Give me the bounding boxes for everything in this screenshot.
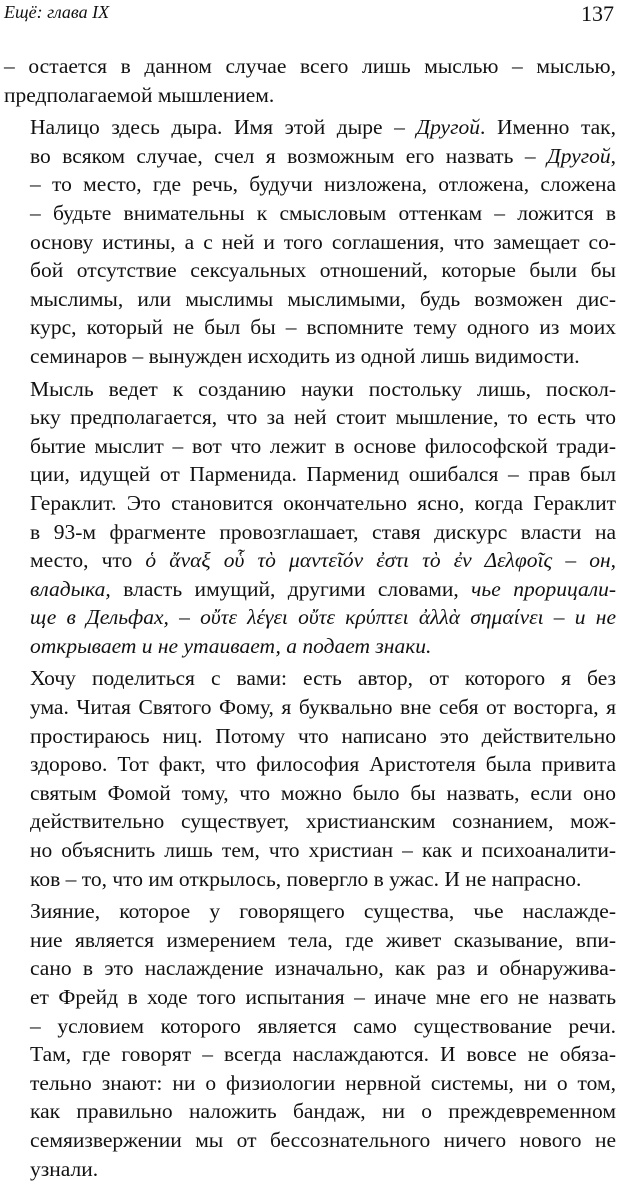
text-run: Там, где говорят – всегда наслаждаются. И вовсе не обяза- [30,1042,616,1067]
text-line [4,632,616,661]
text-run: но объяснить лишь тем, что христиан – как и психоаналити- [30,838,616,863]
text-run: действительно существует, христианским сознанием, мож- [30,809,616,834]
text-line [4,81,616,110]
text-line [4,199,616,228]
text-run: тельно знают: ни о физиологии нервной системы, ни о том, [30,1070,616,1095]
text-line [4,750,616,779]
text-run: – остается в данном случае всего лишь мыслью – мыслью, [4,54,616,78]
text-line [4,603,616,632]
text-run: Налицо здесь дыра. Имя этой дыре – [30,115,417,140]
italic-text: чье прорицали- [471,576,616,601]
text-line [4,1126,616,1155]
text-line [4,954,616,983]
text-run: ьку предполагается, что за ней стоит мышление, то есть что [30,405,616,430]
text-run: здорово. Тот факт, что философия Аристотеля была привита [30,752,616,777]
text-run: бытие мыслит – вот что лежит в основе философской тради- [30,433,616,458]
text-run: – то место, где речь, будучи низложена, отложена, сложена [30,172,616,197]
text-line [4,983,616,1012]
text-run: как правильно наложить бандаж, ни о преждевременном [30,1099,616,1124]
text-run: – будьте внимательны к смысловым оттенкам – ложится в [30,200,616,225]
text-line [4,1069,616,1098]
text-run: место, что [30,548,146,573]
text-line [4,403,616,432]
italic-text: ὁ ἄναξ οὗ τὸ μαντεῖόν ἐστι τὸ ἐν Δελφοῖς – он, [145,548,616,573]
text-line [4,52,616,81]
text-run: – условием которого является само существование речи. [30,1013,616,1038]
text-run: ков – то, что им открылось, повергло в ужас. И не напрасно. [30,866,582,891]
text-line [4,113,616,142]
text-run: бой отсутствие сексуальных отношений, которые были бы [30,258,616,283]
text-line [4,518,616,547]
text-run: Зияние, которое у говорящего существа, чье наслажде- [30,899,616,924]
text-line [4,926,616,955]
text-run: в 93-м фрагменте провозглашает, ставя дискурс власти на [30,519,616,544]
italic-text: владыка, [30,576,111,601]
text-line [4,342,616,371]
text-run: Гераклит. Это становится окончательно ясно, когда Гераклит [30,490,616,515]
text-line [4,897,616,926]
text-line [4,285,616,314]
text-run: . Именно так, [479,115,616,140]
text-run: простираюсь ниц. Потому что написано это действительно [30,723,616,748]
text-line [4,375,616,404]
text-run: узнали. [30,1156,99,1181]
text-line [4,170,616,199]
text-run: святым Фомой тому, что можно было бы назвать, если оно [30,780,616,805]
text-run: ние является измерением тела, где живет сказывание, впи- [30,927,616,952]
text-line [4,1097,616,1126]
text-run: ума. Читая Святого Фому, я буквально вне себя от восторга, я [30,695,616,720]
text-line [4,722,616,751]
paragraph [4,897,616,1183]
text-run: власть имущий, другими словами, [110,576,472,601]
text-line [4,546,616,575]
text-run: семяизвержении мы от бессознательного ничего нового не [30,1127,616,1152]
paragraph [4,113,616,370]
text-line [4,432,616,461]
text-run: Мысль ведет к созданию науки постольку лишь, поскол- [30,376,616,401]
text-run: ет Фрейд в ходе того испытания – иначе мне его не назвать [30,985,616,1009]
text-run: предполагаемой мышлением. [4,82,275,107]
text-run: Хочу поделиться с вами: есть автор, от которого я без [30,666,616,691]
italic-text: οὔτε λέγει οὔτε κρύπτει ἀλλὰ σημαίνει – и не [200,605,617,630]
text-run: , [610,143,616,168]
text-line [4,865,616,894]
text-line [4,228,616,257]
paragraph [4,52,616,109]
text-line [4,807,616,836]
text-line [4,575,616,604]
text-line [4,313,616,342]
italic-text: ще в Дельфах, [30,605,169,630]
text-line [4,460,616,489]
italic-text: открывает и не утаивает, а подает знаки. [30,633,432,658]
text-run: сано в это наслаждение изначально, как раз и обнаружива- [30,956,616,981]
running-head: Ещё: глава IX [4,2,110,22]
text-line [4,836,616,865]
italic-text: Другой [547,143,611,168]
italic-text: Другой [416,115,480,140]
text-line [4,142,616,171]
text-line [4,256,616,285]
text-run: мыслимы, или мыслимы мыслимыми, будь возможен дис- [30,286,616,311]
text-run: – [168,605,201,630]
text-line [4,1040,616,1069]
text-run: во всяком случае, счел я возможным его назвать – [30,143,548,168]
text-line [4,779,616,808]
page-number: 137 [581,1,614,26]
text-line [4,1012,616,1041]
text-run: ции, идущей от Парменида. Парменид ошибался – прав был [30,462,616,487]
paragraph [4,664,616,893]
text-run: семинаров – вынужден исходить из одной лишь видимости. [30,343,580,368]
text-line [4,489,616,518]
body-text [4,52,616,1183]
text-run: основу истины, а с ней и того соглашения, что замещает со- [30,229,616,254]
text-line [4,693,616,722]
text-run: курс, который не был бы – вспомните тему одного из моих [30,315,616,340]
text-line [4,664,616,693]
paragraph [4,375,616,661]
